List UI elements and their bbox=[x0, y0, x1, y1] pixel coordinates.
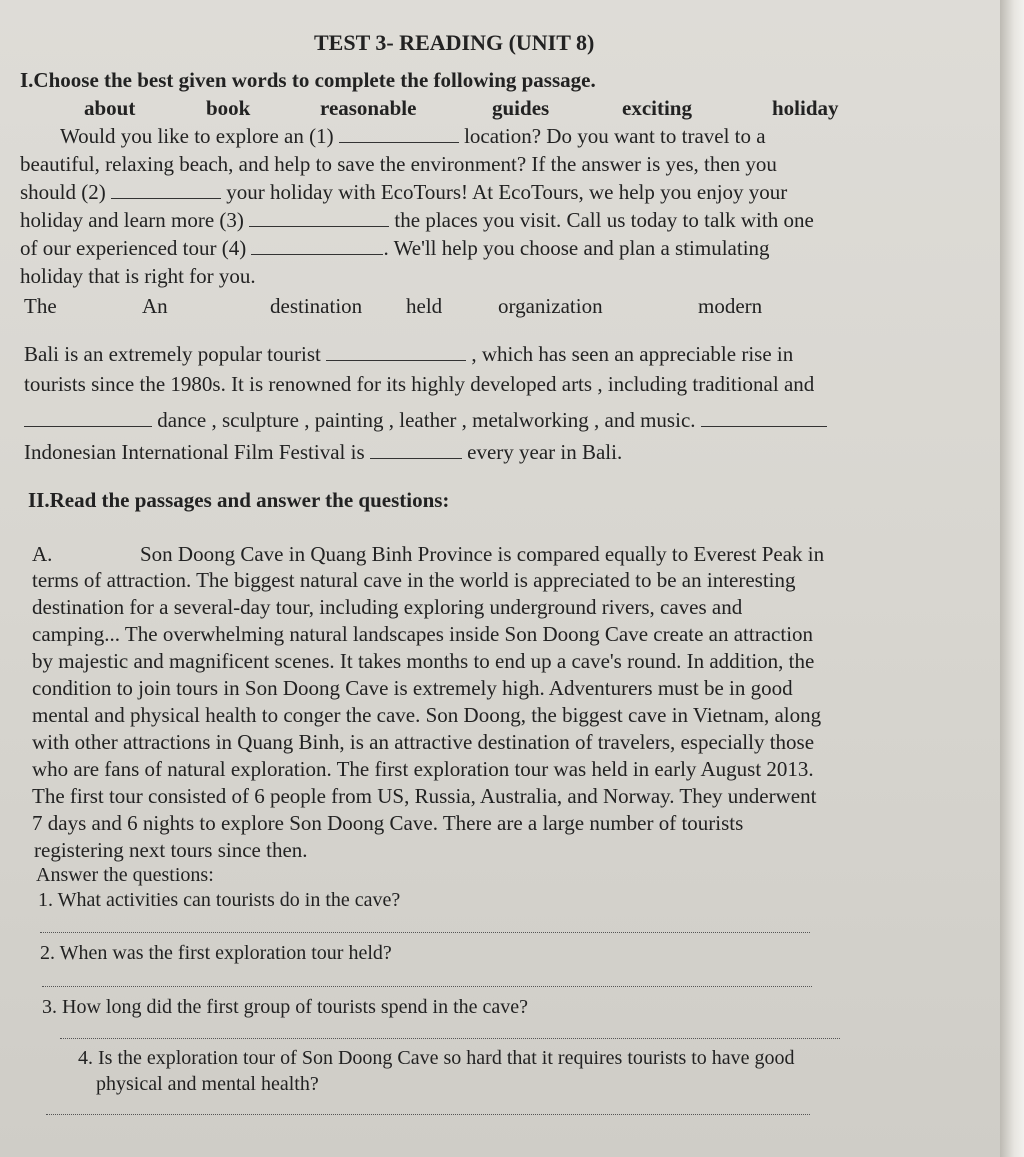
passage-2-line: tourists since the 1980s. It is renowned for its highly developed arts , including traditional and bbox=[24, 372, 815, 396]
word-bank-item: book bbox=[206, 96, 251, 120]
answer-line-1[interactable] bbox=[40, 932, 810, 933]
answer-blank-1[interactable] bbox=[339, 124, 459, 143]
passage-1-line: holiday that is right for you. bbox=[20, 264, 256, 288]
text: Would you like to explore an (1) bbox=[60, 124, 334, 148]
text: dance , sculpture , painting , leather , metalworking , and music. bbox=[157, 408, 696, 432]
word-bank-item: The bbox=[24, 294, 57, 318]
section-2-heading: II.Read the passages and answer the questions: bbox=[28, 488, 450, 512]
passage-line: mental and physical health to conger the cave. Son Doong, the biggest cave in Vietnam, along bbox=[32, 703, 822, 727]
answer-blank-8[interactable] bbox=[370, 440, 462, 459]
text: should (2) bbox=[20, 180, 106, 204]
word-bank-item: An bbox=[142, 294, 168, 318]
answer-blank-7[interactable] bbox=[701, 408, 827, 427]
passage-1-line bbox=[20, 208, 814, 233]
word-bank-item: destination bbox=[270, 294, 363, 318]
page-edge bbox=[1000, 0, 1024, 1157]
word-bank-item: organization bbox=[498, 294, 603, 318]
word-bank-item: holiday bbox=[772, 96, 839, 120]
answer-blank-6[interactable] bbox=[24, 408, 152, 427]
question-4: 4. Is the exploration tour of Son Doong Cave so hard that it requires tourists to have good bbox=[78, 1047, 795, 1069]
question-3: 3. How long did the first group of tourists spend in the cave? bbox=[42, 996, 529, 1018]
passage-label: A. bbox=[32, 542, 53, 566]
text: your holiday with EcoTours! At EcoTours, we help you enjoy your bbox=[226, 180, 788, 204]
text: Bali is an extremely popular tourist bbox=[24, 342, 321, 366]
text: of our experienced tour (4) bbox=[20, 236, 247, 260]
word-bank-item: held bbox=[406, 294, 443, 318]
passage-line: The first tour consisted of 6 people from US, Russia, Australia, and Norway. They underwent bbox=[32, 784, 817, 808]
passage-line: registering next tours since then. bbox=[34, 838, 308, 862]
passage-line: with other attractions in Quang Binh, is an attractive destination of travelers, especially those bbox=[32, 730, 815, 754]
passage-line: who are fans of natural exploration. The first exploration tour was held in early August 2013. bbox=[32, 757, 814, 781]
section-1-heading: I.Choose the best given words to complete the following passage. bbox=[20, 68, 596, 92]
passage-1-line bbox=[60, 124, 766, 149]
passage-2-line bbox=[24, 440, 622, 465]
text: holiday and learn more (3) bbox=[20, 208, 244, 232]
passage-line: terms of attraction. The biggest natural cave in the world is appreciated to be an interesting bbox=[32, 568, 796, 592]
word-bank-item: reasonable bbox=[320, 96, 417, 120]
answer-instructions: Answer the questions: bbox=[36, 864, 214, 886]
text: location? Do you want to travel to a bbox=[464, 124, 766, 148]
passage-line: condition to join tours in Son Doong Cave is extremely high. Adventurers must be in good bbox=[32, 676, 793, 700]
text: Indonesian International Film Festival is bbox=[24, 440, 365, 464]
answer-line-2[interactable] bbox=[42, 986, 812, 987]
passage-1-line: beautiful, relaxing beach, and help to save the environment? If the answer is yes, then you bbox=[20, 152, 777, 176]
text: the places you visit. Call us today to talk with one bbox=[394, 208, 814, 232]
page-title: TEST 3- READING (UNIT 8) bbox=[314, 30, 595, 55]
question-1: 1. What activities can tourists do in the cave? bbox=[38, 889, 401, 911]
passage-line: camping... The overwhelming natural landscapes inside Son Doong Cave create an attraction bbox=[32, 622, 814, 646]
text: . We'll help you choose and plan a stimulating bbox=[383, 236, 770, 260]
question-4-continued: physical and mental health? bbox=[96, 1073, 319, 1095]
answer-blank-5[interactable] bbox=[326, 342, 466, 361]
word-bank-item: exciting bbox=[622, 96, 692, 120]
text: , which has seen an appreciable rise in bbox=[471, 342, 794, 366]
passage-line: Son Doong Cave in Quang Binh Province is compared equally to Everest Peak in bbox=[140, 542, 825, 566]
passage-2-line bbox=[24, 408, 827, 433]
answer-line-4[interactable] bbox=[46, 1114, 810, 1115]
answer-blank-4[interactable] bbox=[251, 236, 383, 255]
passage-2-line bbox=[24, 342, 793, 367]
word-bank-item: modern bbox=[698, 294, 763, 318]
passage-line: by majestic and magnificent scenes. It takes months to end up a cave's round. In addition, the bbox=[32, 649, 815, 673]
answer-blank-3[interactable] bbox=[249, 208, 389, 227]
question-2: 2. When was the first exploration tour held? bbox=[40, 942, 392, 964]
word-bank-item: guides bbox=[492, 96, 550, 120]
passage-line: destination for a several-day tour, including exploring underground rivers, caves and bbox=[32, 595, 743, 619]
passage-1-line bbox=[20, 180, 787, 205]
answer-line-3[interactable] bbox=[60, 1038, 840, 1039]
passage-line: 7 days and 6 nights to explore Son Doong Cave. There are a large number of tourists bbox=[32, 811, 744, 835]
passage-1-line bbox=[20, 236, 770, 261]
answer-blank-2[interactable] bbox=[111, 180, 221, 199]
word-bank-item: about bbox=[84, 96, 136, 120]
text: every year in Bali. bbox=[467, 440, 623, 464]
